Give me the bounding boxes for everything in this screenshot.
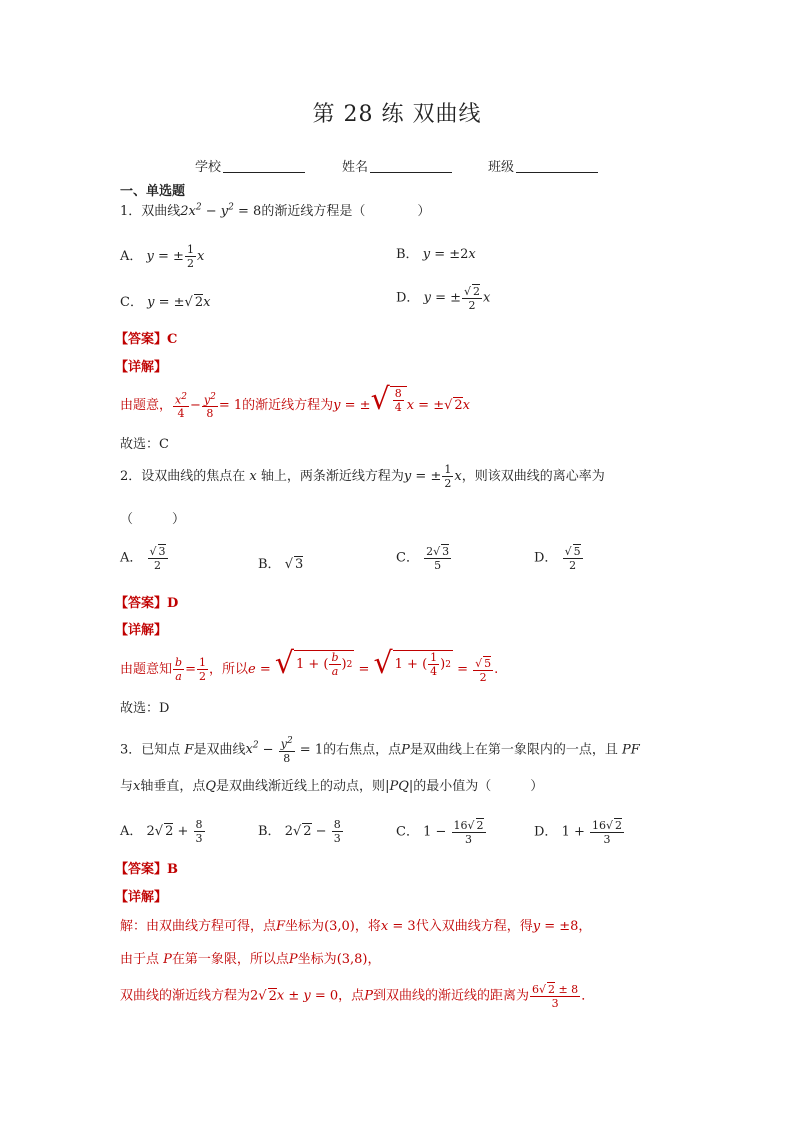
school-label: 学校	[195, 160, 222, 175]
q2-answer: 【答案】D	[115, 596, 179, 611]
q2-option-b: B． √ 3	[258, 557, 304, 572]
class-field	[488, 156, 598, 175]
q2-conclusion: 故选：D	[120, 701, 170, 716]
class-blank	[516, 160, 598, 173]
q1-answer: 【答案】C	[115, 332, 178, 347]
name-label: 姓名	[342, 160, 369, 175]
q3-solution-line3: 双曲线的渐近线方程为2√ 2x ± y = 0，点P到双曲线的渐近线的距离为 $\frac{6√ 2 \pm 8}{3}$ ．	[120, 983, 595, 1010]
q3-solution-line1: 解：由双曲线方程可得，点F坐标为(3,0)，将x = 3代入双曲线方程，得y = ±8，	[120, 919, 592, 934]
q3-option-d: D． 1 + $\frac{16√ 2}{3}$	[534, 819, 623, 846]
q3-option-b: B． 2√ 2 − $\frac{8}{3}$	[258, 818, 341, 845]
name-field	[342, 156, 452, 175]
q2-solution: 由题意知 $\frac{b}{a}$ = $\frac{1}{2}$ ，所以e = √ 1 + ( $\frac{b}{a}$ ) 2 = √ 1 + ( $\frac{1}{4}$ ) 2 = $\frac{√ 5}{2}$ .	[120, 646, 499, 684]
q1-stem: 1．双曲线$2x^2 - y^2 = 8$的渐近线方程是（ ）	[120, 202, 431, 219]
q2-detail-label: 【详解】	[115, 623, 168, 638]
q3-answer: 【答案】B	[115, 862, 178, 877]
q1-conclusion: 故选：C	[120, 437, 169, 452]
school-blank	[223, 160, 305, 173]
class-label: 班级	[488, 160, 515, 175]
q3-option-a: A． 2√ 2 + $\frac{8}{3}$	[120, 818, 203, 845]
q3-stem-line2: 与x轴垂直，点Q是双曲线渐近线上的动点，则|PQ|的最小值为（ ）	[120, 779, 544, 794]
school-field	[195, 156, 305, 175]
q3-detail-label: 【详解】	[115, 890, 168, 905]
q2-stem: 2．设双曲线的焦点在 x 轴上，两条渐近线方程为y = ± $\frac{1}{2}$ x，则该双曲线的离心率为	[120, 463, 605, 490]
q3-solution-line2: 由于点 P在第一象限，所以点P坐标为(3,8)，	[120, 952, 381, 967]
q1-option-c: C． y = ±√ 2x	[120, 295, 211, 310]
q1-option-b: B． y = ±2x	[396, 247, 476, 262]
q2-option-c: C． $\frac{2√ 3}{5}$	[396, 545, 450, 572]
q2-option-d: D． $\frac{√ 5}{2}$	[534, 545, 581, 572]
q1-option-d: D． y = ± $\frac{√ 2}{2}$ x	[396, 285, 491, 312]
section-heading: 一、单选题	[120, 184, 186, 199]
q3-stem-line1: 3．已知点 F是双曲线$x^2$ − $\frac{y^2}{8}$ = 1的右焦点，点P是双曲线上在第一象限内的一点，且 PF	[120, 736, 640, 765]
q3-option-c: C． 1 − $\frac{16√ 2}{3}$	[396, 819, 484, 846]
q2-paren: （ ）	[120, 512, 186, 527]
q1-detail-label: 【详解】	[115, 360, 168, 375]
page-title: 第 28 练 双曲线	[312, 102, 482, 127]
q1-solution: 由题意， $\frac{x^2}{4}$ − $\frac{y^2}{8}$ = 1的渐近线方程为y = ± √ $\frac{8}{4}$ x = ±√ 2x	[120, 382, 470, 421]
q2-option-a: A． $\frac{√ 3}{2}$	[120, 545, 166, 572]
q1-option-a: A． y = ± $\frac{1}{2}$ x	[120, 243, 205, 270]
name-blank	[370, 160, 452, 173]
